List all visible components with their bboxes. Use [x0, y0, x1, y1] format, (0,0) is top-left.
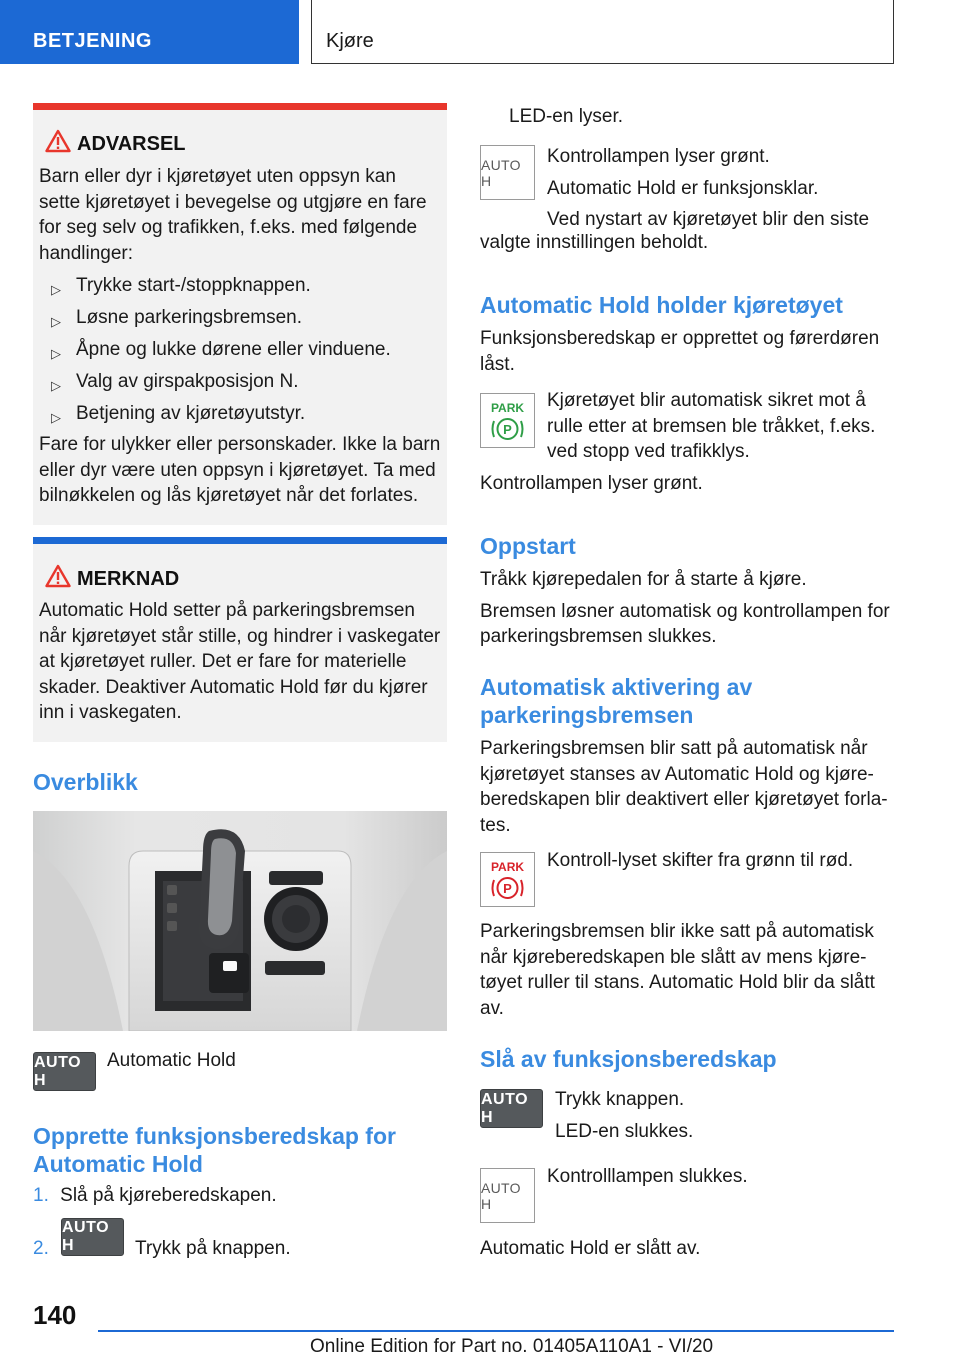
console-photo — [33, 811, 447, 1031]
edition-text: Online Edition for Part no. 01405A110A1 - VI/20 — [310, 1336, 714, 1357]
text-line: handlinger: — [39, 242, 134, 264]
warning-intro — [39, 164, 444, 266]
hold-heading: Automatic Hold holder kjøretøyet — [480, 292, 843, 318]
park-green-indicator-icon — [480, 393, 535, 448]
warning-title: ADVARSEL — [77, 133, 186, 155]
auto-hold-button-icon — [33, 1052, 96, 1091]
park-red-indicator-icon — [480, 852, 535, 907]
text-line: Parkeringsbremsen blir satt på automatisk når — [480, 738, 868, 759]
indicator-tail: valgte innstillingen beholdt. — [480, 232, 709, 253]
note-bar — [33, 537, 447, 544]
list-item — [39, 337, 444, 369]
text-line: tes. — [480, 814, 511, 836]
auto-hold-indicator-icon — [480, 1168, 535, 1223]
park-red-icon — [481, 853, 534, 906]
text-line: skader. Deaktiver Automatic Hold før du kjører — [39, 676, 428, 698]
triangle-bullet-icon: ▷ — [51, 314, 61, 329]
text-line: tøyet ruller til stans. Automatic Hold blir da slått — [480, 972, 875, 993]
button-icon-label: AUTO H — [62, 1219, 110, 1254]
list-item-text: Åpne og lukke dørene eller vinduene. — [76, 339, 391, 360]
note-box — [33, 537, 447, 742]
chapter-tab — [311, 0, 894, 64]
heading-line: Opprette funksjonsberedskap for — [33, 1123, 396, 1149]
text-line: LED-en slukkes. — [555, 1121, 694, 1142]
triangle-bullet-icon: ▷ — [51, 378, 61, 393]
indicator-text — [547, 141, 897, 236]
auto-hold-button-icon — [61, 1218, 124, 1256]
list-item — [39, 369, 444, 401]
indicator-label: AUTO H — [481, 1179, 521, 1212]
section-title: BETJENING — [33, 30, 152, 52]
text-line: Parkeringsbremsen blir ikke satt på automatisk — [480, 921, 874, 942]
auto-hold-caption: Automatic Hold — [107, 1050, 236, 1071]
start-heading: Oppstart — [480, 533, 576, 559]
text-line: eller dyr være uten oppsyn i kjøretøyet. Ta med — [39, 459, 436, 481]
page-number: 140 — [33, 1300, 77, 1330]
text-line: Kontrollampen lyser grønt. — [547, 146, 770, 167]
indicator-label: AUTO H — [481, 156, 521, 189]
heading-line: Automatisk aktivering av — [480, 674, 753, 700]
triangle-bullet-icon: ▷ — [51, 346, 61, 361]
step-number: 1. — [33, 1185, 49, 1206]
text-line: parkeringsbremsen slukkes. — [480, 626, 717, 647]
text-line: når kjøreberedskapen ble slått av mens kjøre- — [480, 946, 867, 968]
chapter-title: Kjøre — [326, 30, 374, 52]
list-item — [39, 401, 444, 433]
start-text — [480, 567, 900, 650]
park-green-icon — [481, 394, 534, 447]
list-item — [39, 273, 444, 305]
warning-bar — [33, 103, 447, 110]
warning-triangle-icon — [45, 564, 71, 588]
text-line: Automatic Hold setter på parkeringsbremsen — [39, 600, 415, 621]
heading-line: parkeringsbremsen — [480, 702, 694, 728]
setup-heading — [33, 1122, 447, 1178]
off-indicator-text: Kontrolllampen slukkes. — [547, 1166, 748, 1187]
text-line: bilnøkkelen og lås kjøretøyet når det forlates. — [39, 485, 419, 506]
list-item-text: Løsne parkeringsbremsen. — [76, 307, 302, 328]
footer-rule — [98, 1330, 894, 1332]
text-line: Kjøretøyet blir automatisk sikret mot å — [547, 390, 866, 411]
list-item-text: Valg av girspakposisjon N. — [76, 371, 299, 392]
text-line: sette kjøretøyet i bevegelse og utgjøre en fare — [39, 191, 427, 213]
hold-park-text — [547, 388, 897, 465]
warning-outro — [39, 432, 444, 509]
heading-line: Automatic Hold — [33, 1151, 203, 1177]
text-line: Automatic Hold er funksjonsklar. — [547, 177, 819, 199]
step-2-number: 2. — [33, 1238, 49, 1259]
text-line: Trykk knappen. — [555, 1089, 685, 1110]
hold-intro — [480, 326, 900, 377]
note-title: MERKNAD — [77, 568, 180, 590]
warning-triangle-icon — [45, 129, 71, 153]
warning-box — [33, 103, 447, 525]
note-text — [39, 598, 444, 726]
text-line: Fare for ulykker eller personskader. Ikke la barn — [39, 434, 441, 455]
text-line: av. — [480, 997, 504, 1019]
text-line: Barn eller dyr i kjøretøyet uten oppsyn kan — [39, 166, 396, 187]
center-console-illustration — [33, 811, 447, 1031]
off-final-text: Automatic Hold er slått av. — [480, 1238, 701, 1259]
text-line: når kjøretøyet står stille, og hindrer i vaskegater — [39, 625, 441, 647]
text-line: for seg selv og trafikken, f.eks. med følgende — [39, 217, 418, 238]
svg-text:PARK: PARK — [490, 401, 525, 415]
list-item-text: Trykke start-/stoppknappen. — [76, 275, 311, 296]
text-line: Bremsen løsner automatisk og kontrollampen for — [480, 600, 890, 622]
triangle-bullet-icon: ▷ — [51, 410, 61, 425]
button-icon-label: AUTO H — [34, 1053, 82, 1089]
text-line: kjøretøyet stanses av Automatic Hold og kjøre- — [480, 763, 874, 785]
text-line: at kjøretøyet ruller. Det er fare for materielle — [39, 651, 407, 672]
button-icon-label: AUTO H — [481, 1090, 529, 1126]
hold-after: Kontrollampen lyser grønt. — [480, 473, 703, 494]
svg-text:P: P — [503, 422, 512, 437]
led-on-text: LED-en lyser. — [509, 106, 624, 127]
triangle-bullet-icon: ▷ — [51, 282, 61, 297]
off-text — [555, 1084, 693, 1148]
text-line: låst. — [480, 353, 515, 375]
auto-activation-heading — [480, 673, 900, 729]
text-line: ved stopp ved trafikklys. — [547, 441, 750, 462]
auto-hold-indicator-icon — [480, 145, 535, 200]
text-line: Funksjonsberedskap er opprettet og førerdøren — [480, 328, 880, 349]
step-1 — [33, 1183, 277, 1209]
text-line: beredskapen blir deaktivert eller kjøretøyet forla- — [480, 789, 888, 810]
svg-text:PARK: PARK — [490, 860, 525, 874]
step-2-text: Trykk på knappen. — [135, 1238, 291, 1259]
auto-after-text — [480, 919, 900, 1021]
text-line: Ved nystart av kjøretøyet blir den siste — [547, 209, 870, 230]
off-heading: Slå av funksjonsberedskap — [480, 1046, 777, 1072]
list-item-text: Betjening av kjøretøyutstyr. — [76, 403, 306, 424]
text-line: Tråkk kjørepedalen for å starte å kjøre. — [480, 569, 807, 590]
auto-park-text: Kontroll-lyset skifter fra grønn til rød. — [547, 850, 854, 871]
list-item — [39, 305, 444, 337]
section-tab — [0, 0, 299, 64]
step-text: Slå på kjøreberedskapen. — [60, 1185, 277, 1206]
overview-heading: Overblikk — [33, 769, 138, 795]
svg-text:P: P — [503, 881, 512, 896]
warning-list — [39, 273, 444, 433]
auto-hold-button-icon — [480, 1089, 543, 1128]
auto-activation-text — [480, 736, 900, 838]
text-line: rulle etter at bremsen ble tråkket, f.eks. — [547, 415, 876, 437]
text-line: inn i vaskegaten. — [39, 702, 182, 723]
